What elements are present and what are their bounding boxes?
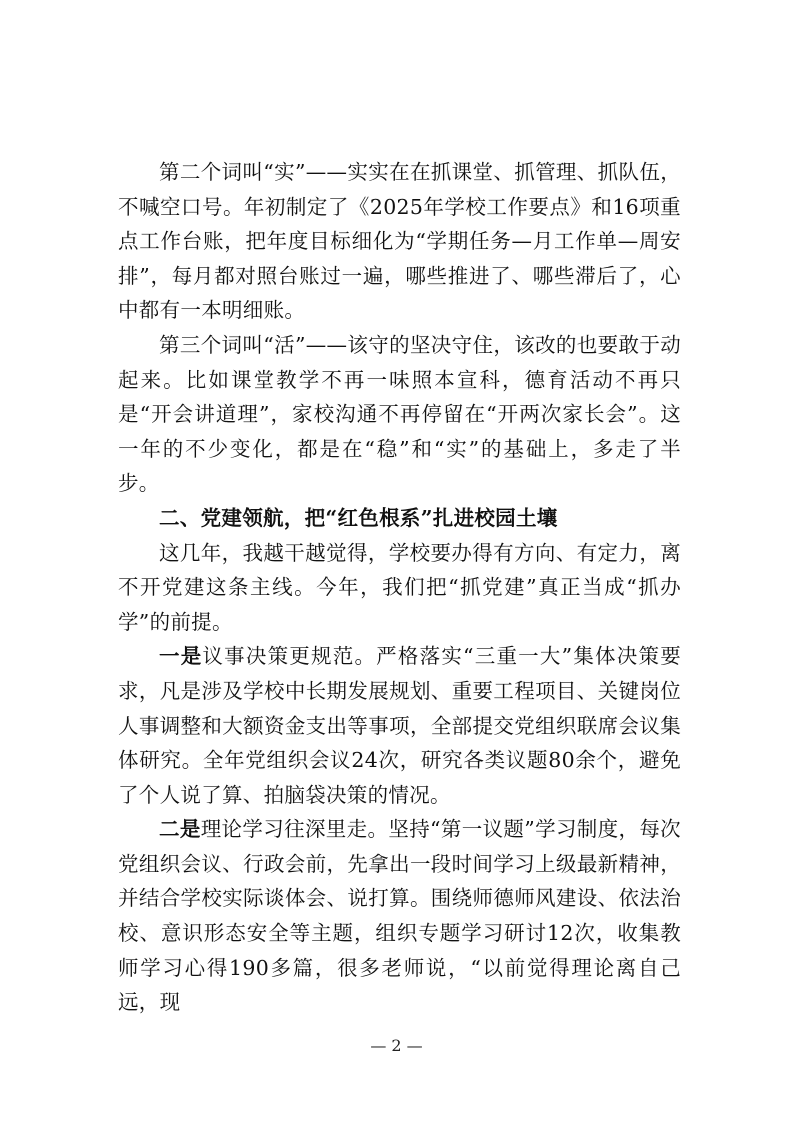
paragraph-3-text: 这几年，我越干越觉得，学校要办得有方向、有定力，离不开党建这条主线。今年，我们把“抓党建”真正当成“抓办学”的前提。 [118,540,681,634]
paragraph-5 [118,812,681,1020]
paragraph-5-lead: 二是 [159,817,201,842]
paragraph-2 [118,328,681,501]
section-heading: 二、党建领航，把“红色根系”扎进校园土壤 [159,505,558,530]
paragraph-1-text: 第二个词叫“实”——实实在在抓课堂、抓管理、抓队伍，不喊空口号。年初制定了《2025年学校工作要点》和16项重点工作台账，把年度目标细化为“学期任务—月工作单—周安排”，每月都对照台账过一遍，哪些推进了、哪些滞后了，心中都有一本明细账。 [118,160,681,323]
paragraph-4-lead: 一是 [159,644,203,669]
paragraph-5-text: 理论学习往深里走。坚持“第一议题”学习制度，每次党组织会议、行政会前，先拿出一段时间学习上级最新精神，并结合学校实际谈体会、说打算。围绕师德师风建设、依法治校、意识形态安全等主题，组织专题学习研讨12次，收集教师学习心得190多篇，很多老师说，“以前觉得理论离自己远，现 [118,817,681,1015]
document-body [118,155,681,1020]
paragraph-3 [118,536,681,640]
paragraph-4-text: 议事决策更规范。严格落实“三重一大”集体决策要求，凡是涉及学校中长期发展规划、重要工程项目、关键岗位人事调整和大额资金支出等事项，全部提交党组织联席会议集体研究。全年党组织会议24次，研究各类议题80余个，避免了个人说了算、拍脑袋决策的情况。 [118,644,681,807]
page-number: — 2 — [370,1036,423,1055]
paragraph-2-text: 第三个词叫“活”——该守的坚决守住，该改的也要敢于动起来。比如课堂教学不再一味照本宣科，德育活动不再只是“开会讲道理”，家校沟通不再停留在“开两次家长会”。这一年的不少变化，都是在“稳”和“实”的基础上，多走了半步。 [118,332,681,496]
paragraph-1 [118,155,681,328]
paragraph-4 [118,639,681,812]
